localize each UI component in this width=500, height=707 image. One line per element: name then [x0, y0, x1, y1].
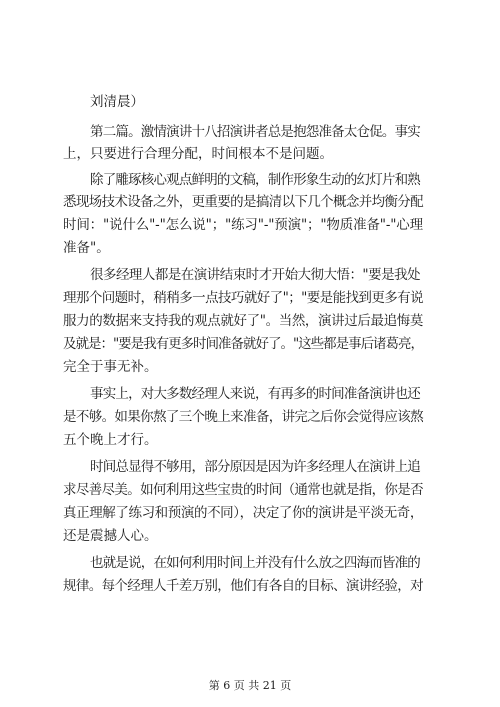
text-line: 准备"。 [63, 240, 110, 256]
text-line: 五个晚上才行。 [63, 432, 158, 448]
text-line: 除了雕琢核心观点鲜明的文稿，制作形象生动的幻灯片和熟 [90, 172, 420, 188]
text-line: 理那个问题时，稍稍多一点技巧就好了"；"要是能找到更多有说 [63, 290, 423, 306]
text-line: 还是震撼人心。 [63, 528, 158, 544]
text-line: 刘清晨） [90, 94, 144, 110]
text-line: 悉现场技术设备之外，更重要的是搞清以下几个概念并均衡分配 [63, 194, 423, 210]
text-line: 第二篇。激情演讲十八招演讲者总是抱怨准备太仓促。事实 [90, 124, 420, 140]
text-line: 规律。每个经理人千差万别，他们有各自的目标、演讲经验，对 [63, 578, 423, 594]
text-line: 事实上，对大多数经理人来说，有再多的时间准备演讲也还 [90, 386, 420, 402]
text-line: 上，只要进行合理分配，时间根本不是问题。 [63, 146, 333, 162]
text-line: 时间总显得不够用，部分原因是因为许多经理人在演讲上追 [90, 459, 420, 475]
text-line: 时间："说什么"-"怎么说"；"练习"-"预演"；"物质准备"-"心理 [63, 217, 423, 233]
text-line: 真正理解了练习和预演的不同），决定了你的演讲是平淡无奇， [63, 505, 423, 521]
text-line: 求尽善尽美。如何利用这些宝贵的时间（通常也就是指，你是否 [63, 482, 423, 498]
text-line: 是不够。如果你熬了三个晚上来准备，讲完之后你会觉得应该熬 [63, 409, 423, 425]
text-line: 服力的数据来支持我的观点就好了"。当然，演讲过后最追悔莫 [63, 313, 423, 329]
text-line: 也就是说，在如何利用时间上并没有什么放之四海而皆准的 [90, 555, 420, 571]
text-line: 很多经理人都是在演讲结束时才开始大彻大悟："要是我处 [90, 267, 420, 283]
text-line: 及就是："要是我有更多时间准备就好了。"这些都是事后诸葛亮， [63, 336, 423, 352]
text-line: 完全于事无补。 [63, 359, 158, 375]
page-number-footer: 第 6 页 共 21 页 [208, 679, 292, 692]
